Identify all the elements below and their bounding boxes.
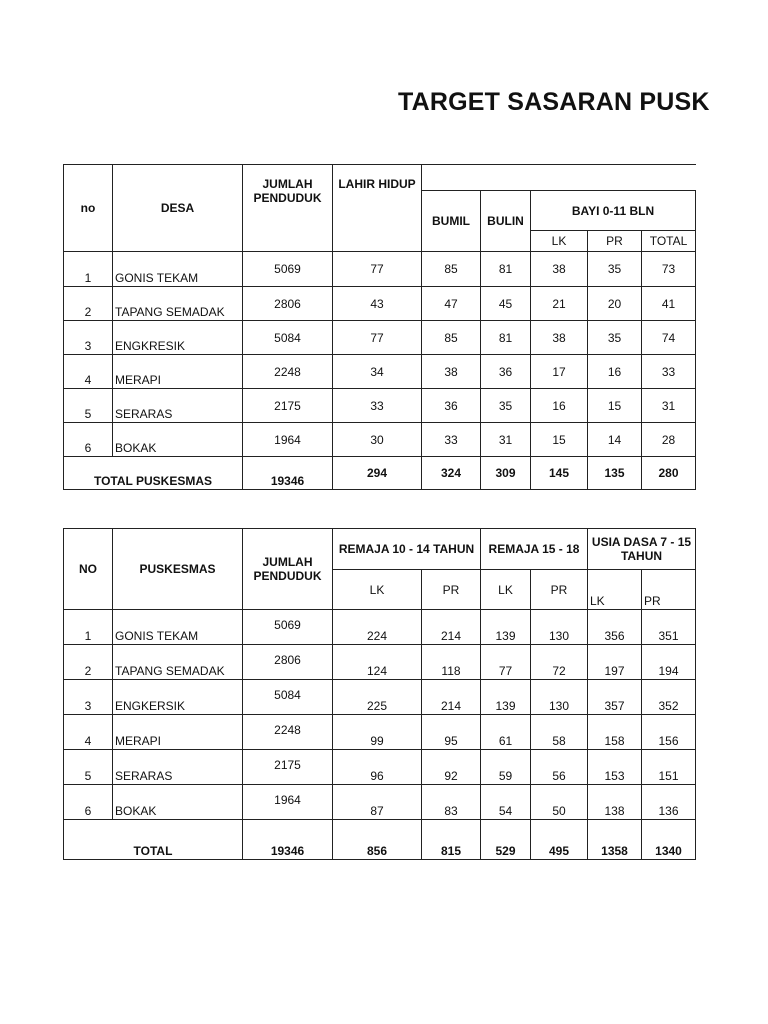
table2-row-5-r2_pr: 56: [530, 749, 587, 784]
column-header-usia-dasar: USIA DASA 7 - 15 TAHUN: [587, 528, 695, 569]
table2-row-2-puskesmas: TAPANG SEMADAK: [112, 644, 242, 679]
table2-row-6-no: 6: [63, 784, 112, 819]
table-row-4-pr: 16: [587, 354, 641, 388]
column-header-remaja-15-18: REMAJA 15 - 18: [480, 528, 587, 569]
total-row-2-u_lk: 1358: [587, 819, 641, 859]
table-row-5-lahir: 33: [332, 388, 421, 422]
total-row-2-r1_lk: 856: [332, 819, 421, 859]
table2-row-3-r1_pr: 214: [421, 679, 480, 714]
column-header-r2-lk: LK: [480, 569, 530, 609]
column-header-desa: DESA: [112, 164, 242, 251]
table2-row-6-u_lk: 138: [587, 784, 641, 819]
table-border: [695, 528, 696, 859]
table-row-2-bulin: 45: [480, 286, 530, 320]
table-row-4-lahir: 34: [332, 354, 421, 388]
table-row-2-total: 41: [641, 286, 695, 320]
table-row-5-desa: SERARAS: [112, 388, 242, 422]
table-row-4-total: 33: [641, 354, 695, 388]
table-row-4-lk: 17: [530, 354, 587, 388]
table-row-6-lk: 15: [530, 422, 587, 456]
table-row-3-desa: ENGKRESIK: [112, 320, 242, 354]
table2-row-5-no: 5: [63, 749, 112, 784]
table-row-1-bulin: 81: [480, 251, 530, 286]
table2-row-5-r1_pr: 92: [421, 749, 480, 784]
total-row-2-u_pr: 1340: [641, 819, 695, 859]
total-row-total: 280: [641, 456, 695, 489]
table-row-2-desa: TAPANG SEMADAK: [112, 286, 242, 320]
column-header-lahir-hidup: LAHIR HIDUP: [332, 164, 421, 251]
table-row-4-desa: MERAPI: [112, 354, 242, 388]
table2-row-3-r2_pr: 130: [530, 679, 587, 714]
table2-row-4-r1_lk: 99: [332, 714, 421, 749]
table2-row-6-r2_lk: 54: [480, 784, 530, 819]
table-row-1-pr: 35: [587, 251, 641, 286]
table-row-1-total: 73: [641, 251, 695, 286]
total-row-2-jumlah: 19346: [242, 819, 332, 859]
table2-row-6-puskesmas: BOKAK: [112, 784, 242, 819]
table2-row-4-no: 4: [63, 714, 112, 749]
table-row-3-total: 74: [641, 320, 695, 354]
table2-row-4-r1_pr: 95: [421, 714, 480, 749]
total-row-2-r2_pr: 495: [530, 819, 587, 859]
column-header-bayi: BAYI 0-11 BLN: [530, 190, 695, 230]
column-header-r1-lk: LK: [332, 569, 421, 609]
table-row-3-jumlah: 5084: [242, 320, 332, 354]
total-row-jumlah: 19346: [242, 456, 332, 489]
table2-row-1-puskesmas: GONIS TEKAM: [112, 609, 242, 644]
table2-row-5-r2_lk: 59: [480, 749, 530, 784]
table-row-3-no: 3: [63, 320, 112, 354]
table-row-6-desa: BOKAK: [112, 422, 242, 456]
total-label-2: TOTAL: [63, 819, 242, 859]
table-row-1-lahir: 77: [332, 251, 421, 286]
table-row-1-no: 1: [63, 251, 112, 286]
table-row-5-total: 31: [641, 388, 695, 422]
table-row-6-no: 6: [63, 422, 112, 456]
table2-row-2-r2_lk: 77: [480, 644, 530, 679]
total-row-bulin: 309: [480, 456, 530, 489]
table-row-2-bumil: 47: [421, 286, 480, 320]
table-row-3-lk: 38: [530, 320, 587, 354]
column-header-no-2: NO: [63, 528, 112, 609]
table-row-5-no: 5: [63, 388, 112, 422]
table-row-4-jumlah: 2248: [242, 354, 332, 388]
total-row-bumil: 324: [421, 456, 480, 489]
table-row-6-bumil: 33: [421, 422, 480, 456]
table2-row-6-r2_pr: 50: [530, 784, 587, 819]
header-blank-band: [421, 164, 695, 190]
column-header-no: no: [63, 164, 112, 251]
column-header-total: TOTAL: [641, 230, 695, 251]
table2-row-2-r1_pr: 118: [421, 644, 480, 679]
column-header-u-pr: PR: [641, 569, 695, 609]
table2-row-3-u_lk: 357: [587, 679, 641, 714]
table2-row-6-jumlah: 1964: [242, 784, 332, 819]
table-border: [695, 190, 696, 489]
table-row-6-jumlah: 1964: [242, 422, 332, 456]
table-row-3-bulin: 81: [480, 320, 530, 354]
table-row-2-no: 2: [63, 286, 112, 320]
table2-row-2-u_lk: 197: [587, 644, 641, 679]
page-title: TARGET SASARAN PUSK: [398, 88, 710, 116]
table-border: [421, 164, 696, 165]
table-row-4-bulin: 36: [480, 354, 530, 388]
column-header-lk: LK: [530, 230, 587, 251]
table-row-3-pr: 35: [587, 320, 641, 354]
table2-row-2-r1_lk: 124: [332, 644, 421, 679]
table2-row-2-u_pr: 194: [641, 644, 695, 679]
table2-row-4-jumlah: 2248: [242, 714, 332, 749]
total-row-2-r2_lk: 529: [480, 819, 530, 859]
column-header-u-lk: LK: [587, 569, 641, 609]
column-header-remaja-10-14: REMAJA 10 - 14 TAHUN: [332, 528, 480, 569]
table2-row-1-u_lk: 356: [587, 609, 641, 644]
table-row-5-pr: 15: [587, 388, 641, 422]
table-row-6-total: 28: [641, 422, 695, 456]
column-header-r1-pr: PR: [421, 569, 480, 609]
table2-row-4-r2_pr: 58: [530, 714, 587, 749]
table2-row-6-r1_lk: 87: [332, 784, 421, 819]
total-row-pr: 135: [587, 456, 641, 489]
table-row-5-jumlah: 2175: [242, 388, 332, 422]
table-row-2-jumlah: 2806: [242, 286, 332, 320]
table-border: [63, 859, 696, 860]
table2-row-4-puskesmas: MERAPI: [112, 714, 242, 749]
total-row-2-r1_pr: 815: [421, 819, 480, 859]
table2-row-4-u_pr: 156: [641, 714, 695, 749]
table-row-1-jumlah: 5069: [242, 251, 332, 286]
table2-row-1-no: 1: [63, 609, 112, 644]
table-row-5-lk: 16: [530, 388, 587, 422]
table-row-6-pr: 14: [587, 422, 641, 456]
table-row-1-lk: 38: [530, 251, 587, 286]
table2-row-3-jumlah: 5084: [242, 679, 332, 714]
column-header-bulin: BULIN: [480, 190, 530, 251]
table2-row-1-r1_pr: 214: [421, 609, 480, 644]
table-row-4-bumil: 38: [421, 354, 480, 388]
table-row-5-bumil: 36: [421, 388, 480, 422]
column-header-jumlah-penduduk: JUMLAH PENDUDUK: [242, 164, 332, 251]
total-puskesmas-label: TOTAL PUSKESMAS: [63, 456, 242, 489]
table2-row-4-u_lk: 158: [587, 714, 641, 749]
column-header-pr: PR: [587, 230, 641, 251]
table-border: [63, 489, 696, 490]
table-row-3-bumil: 85: [421, 320, 480, 354]
table2-row-1-u_pr: 351: [641, 609, 695, 644]
table2-row-6-u_pr: 136: [641, 784, 695, 819]
table2-row-5-puskesmas: SERARAS: [112, 749, 242, 784]
table2-row-3-r1_lk: 225: [332, 679, 421, 714]
table2-row-5-r1_lk: 96: [332, 749, 421, 784]
table-row-6-lahir: 30: [332, 422, 421, 456]
table2-row-1-r1_lk: 224: [332, 609, 421, 644]
table2-row-3-u_pr: 352: [641, 679, 695, 714]
table-row-2-lk: 21: [530, 286, 587, 320]
table2-row-5-jumlah: 2175: [242, 749, 332, 784]
table2-row-1-r2_lk: 139: [480, 609, 530, 644]
table2-row-1-jumlah: 5069: [242, 609, 332, 644]
table-row-2-pr: 20: [587, 286, 641, 320]
table-row-4-no: 4: [63, 354, 112, 388]
column-header-r2-pr: PR: [530, 569, 587, 609]
column-header-bumil: BUMIL: [421, 190, 480, 251]
table2-row-2-r2_pr: 72: [530, 644, 587, 679]
table2-row-1-r2_pr: 130: [530, 609, 587, 644]
table-row-3-lahir: 77: [332, 320, 421, 354]
table2-row-5-u_pr: 151: [641, 749, 695, 784]
table2-row-2-no: 2: [63, 644, 112, 679]
table2-row-3-puskesmas: ENGKERSIK: [112, 679, 242, 714]
table-row-1-bumil: 85: [421, 251, 480, 286]
table2-row-3-r2_lk: 139: [480, 679, 530, 714]
table-row-5-bulin: 35: [480, 388, 530, 422]
column-header-jumlah-penduduk-2: JUMLAH PENDUDUK: [242, 528, 332, 609]
total-row-lk: 145: [530, 456, 587, 489]
table2-row-4-r2_lk: 61: [480, 714, 530, 749]
table2-row-6-r1_pr: 83: [421, 784, 480, 819]
table2-row-5-u_lk: 153: [587, 749, 641, 784]
table-row-2-lahir: 43: [332, 286, 421, 320]
table-row-6-bulin: 31: [480, 422, 530, 456]
table-row-1-desa: GONIS TEKAM: [112, 251, 242, 286]
table2-row-2-jumlah: 2806: [242, 644, 332, 679]
table2-row-3-no: 3: [63, 679, 112, 714]
column-header-puskesmas: PUSKESMAS: [112, 528, 242, 609]
total-row-lahir: 294: [332, 456, 421, 489]
